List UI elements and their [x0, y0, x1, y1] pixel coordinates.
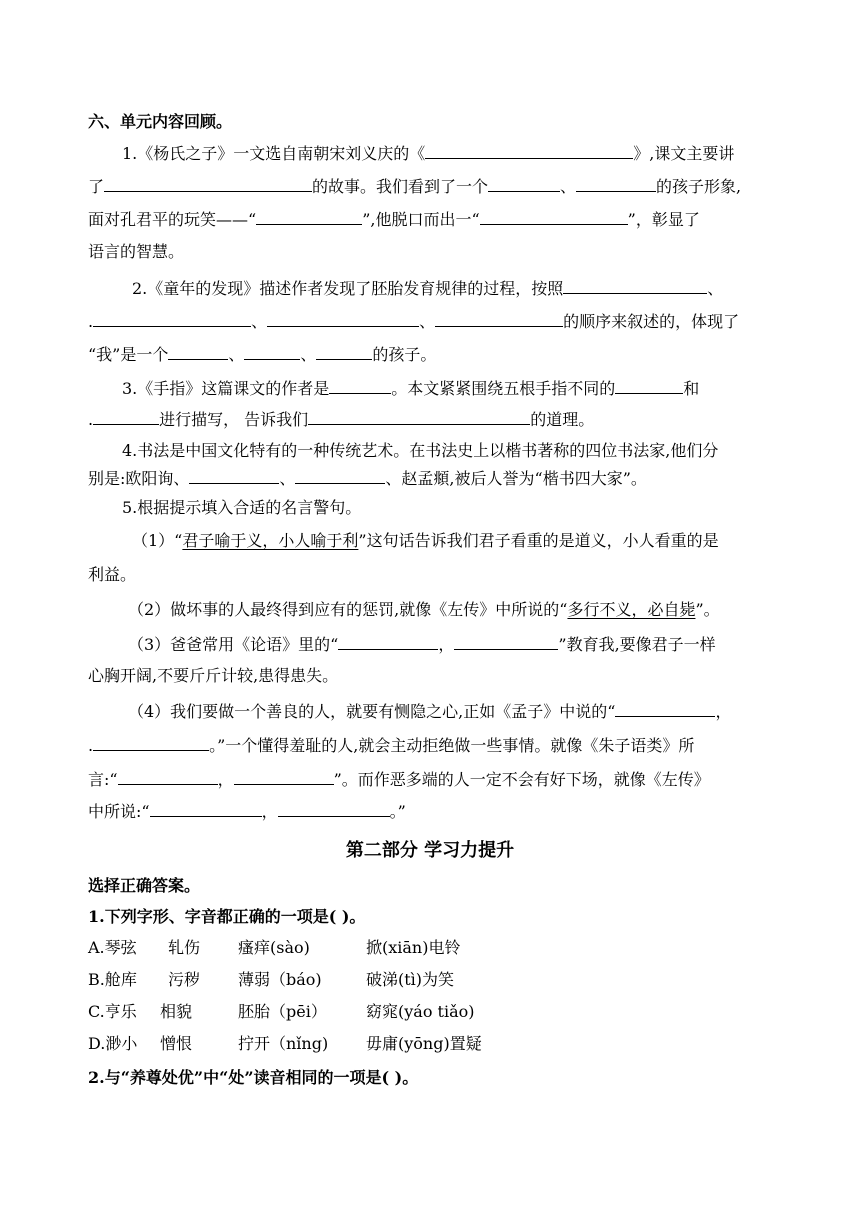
q2-line3: “我”是一个 、 、 的孩子。 [88, 345, 437, 364]
answer-blank[interactable] [150, 801, 262, 817]
answer-blank[interactable] [329, 378, 391, 394]
answer-blank[interactable] [93, 735, 209, 751]
q5-s3-line1: （3）爸爸常用《论语》里的“ ， ”教育我,要像君子一样 [128, 635, 716, 654]
mc2-stem: 2.与“养尊处优”中“处”读音相同的一项是( )。 [88, 1068, 419, 1087]
q5-s4-line2: . 。”一个懂得羞耻的人,就会主动拒绝做一些事情。就像《朱子语类》所 [88, 736, 695, 755]
q5-s4-line4: 中所说:“ ， 。” [88, 802, 406, 821]
answer-blank[interactable] [256, 209, 362, 225]
q1-line3: 面对孔君平的玩笑——“ ”,他脱口而出一“ ”，彰显了 [88, 210, 700, 229]
answer-blank[interactable] [168, 344, 228, 360]
answer-blank[interactable] [425, 143, 633, 159]
answer-blank[interactable] [480, 209, 628, 225]
q3-line2: . 进行描写， 告诉我们 的道理。 [88, 410, 595, 429]
q4-line2: 别是:欧阳询、 、 、赵孟頫,被后人誉为“楷书四大家”。 [88, 469, 647, 488]
answer-blank[interactable] [118, 769, 218, 785]
answer-blank[interactable] [234, 769, 334, 785]
q1-line1: 1.《杨氏之子》一文选自南朝宋刘义庆的《 》,课文主要讲 [122, 144, 735, 163]
q5-s1-line1: （1）“君子喻于义，小人喻于利”这句话告诉我们君子看重的是道义，小人看重的是 [132, 531, 719, 550]
q1-line2: 了 的故事。我们看到了一个 、 的孩子形象, [88, 177, 742, 196]
q5-s4-line3: 言:“ ， ”。而作恶多端的人一定不会有好下场，就像《左传》 [88, 770, 710, 789]
proverb-quote: 君子喻于义，小人喻于利 [182, 531, 359, 550]
answer-blank[interactable] [615, 701, 715, 717]
answer-blank[interactable] [244, 344, 300, 360]
answer-blank[interactable] [93, 311, 251, 327]
q2-line1: 2.《童年的发现》描述作者发现了胚胎发育规律的过程，按照 、 [132, 279, 724, 298]
answer-blank[interactable] [93, 409, 159, 425]
answer-blank[interactable] [189, 468, 279, 484]
q5-s3-line2: 心胸开阔,不要斤斤计较,患得患失。 [88, 666, 339, 685]
q1-line4: 语言的智慧。 [88, 242, 185, 261]
answer-blank[interactable] [295, 468, 385, 484]
answer-blank[interactable] [488, 176, 560, 192]
q5-s2-line: （2）做坏事的人最终得到应有的惩罚,就像《左传》中所说的“多行不义，必自毙”。 [128, 600, 720, 619]
q4-line1: 4.书法是中国文化特有的一种传统艺术。在书法史上以楷书著称的四位书法家,他们分 [122, 441, 719, 460]
answer-blank[interactable] [454, 634, 558, 650]
answer-blank[interactable] [316, 344, 372, 360]
instruction: 选择正确答案。 [88, 876, 201, 895]
section-heading: 六、单元内容回顾。 [88, 112, 233, 131]
mc1-stem: 1.下列字形、字音都正确的一项是( )。 [88, 907, 366, 926]
answer-blank[interactable] [338, 634, 438, 650]
proverb-quote: 多行不义，必自毙 [567, 600, 696, 619]
answer-blank[interactable] [278, 801, 390, 817]
answer-blank[interactable] [308, 409, 530, 425]
q3-line1: 3.《手指》这篇课文的作者是 。本文紧紧围绕五根手指不同的 和 [122, 379, 700, 398]
answer-blank[interactable] [104, 176, 312, 192]
part-title: 第二部分 学习力提升 [345, 840, 515, 861]
q5-s1-line2: 利益。 [88, 565, 137, 584]
answer-blank[interactable] [615, 378, 683, 394]
q2-line2: . 、 、 的顺序来叙述的，体现了 [88, 312, 740, 331]
q5-s4-line1: （4）我们要做一个善良的人，就要有恻隐之心,正如《孟子》中说的“ ， [128, 702, 732, 721]
answer-blank[interactable] [576, 176, 656, 192]
answer-blank[interactable] [435, 311, 563, 327]
answer-blank[interactable] [563, 278, 707, 294]
q5-intro: 5.根据提示填入合适的名言警句。 [122, 498, 362, 517]
answer-blank[interactable] [267, 311, 419, 327]
worksheet-page: 六、单元内容回顾。 1.《杨氏之子》一文选自南朝宋刘义庆的《 》,课文主要讲 了 的故事。我们看到了一个 、 的孩子形象, 面对孔君平的玩笑——“ ”,他脱口而出一“ ”，彰显了 语言的智慧。 2.《童年的发现》描述作者发现了胚胎发育规律的过程，按照 、 . 、 、 的顺序来叙述的，体现了 “我”是一个 、 、 的孩子。 3.《手指》这篇课文的作者是 。本文紧紧围绕五根手指不同的 和 . 进行描写， 告诉我们 的道理。 4.书法是中国文化特有的一种传统艺术。在书法史上以楷书著称的四位书法家,他们分 别是:欧阳询、 、 、赵孟頫,被后人誉为“楷书四大家”。 5.根据提示填入合适的名言警句。 （1）“君子喻于义，小人喻于利”这句话告诉我们君子看重的是道义，小人看重的是 利益。 （2）做坏事的人最终得到应有的惩罚,就像《左传》中所说的“多行不义，必自毙”。 （3）爸爸常用《论语》里的“ ， ”教育我,要像君子一样 心胸开阔,不要斤斤计较,患得患失。 （4）我们要做一个善良的人，就要有恻隐之心,正如《孟子》中说的“ ， . 。”一个懂得羞耻的人,就会主动拒绝做一些事情。就像《朱子语类》所 言:“ ， ”。而作恶多端的人一定不会有好下场，就像《左传》 中所说:“ ， 。” 第二部分 学习力提升 选择正确答案。 1.下列字形、字音都正确的一项是( )。 A.琴弦 轧伤 瘙痒(sào) 掀(xiān)电铃 B.舱库 污秽 薄弱（báo) 破涕(tì)为笑 C.亨乐 相貌 胚胎（pēi） 窈窕(yáo tiǎo) D.渺小 憎恨 拧开（nǐng) 毋庸(yōng)置疑 2.与“养尊处优”中“处”读音相同的一项是( )。 [0, 0, 860, 1216]
